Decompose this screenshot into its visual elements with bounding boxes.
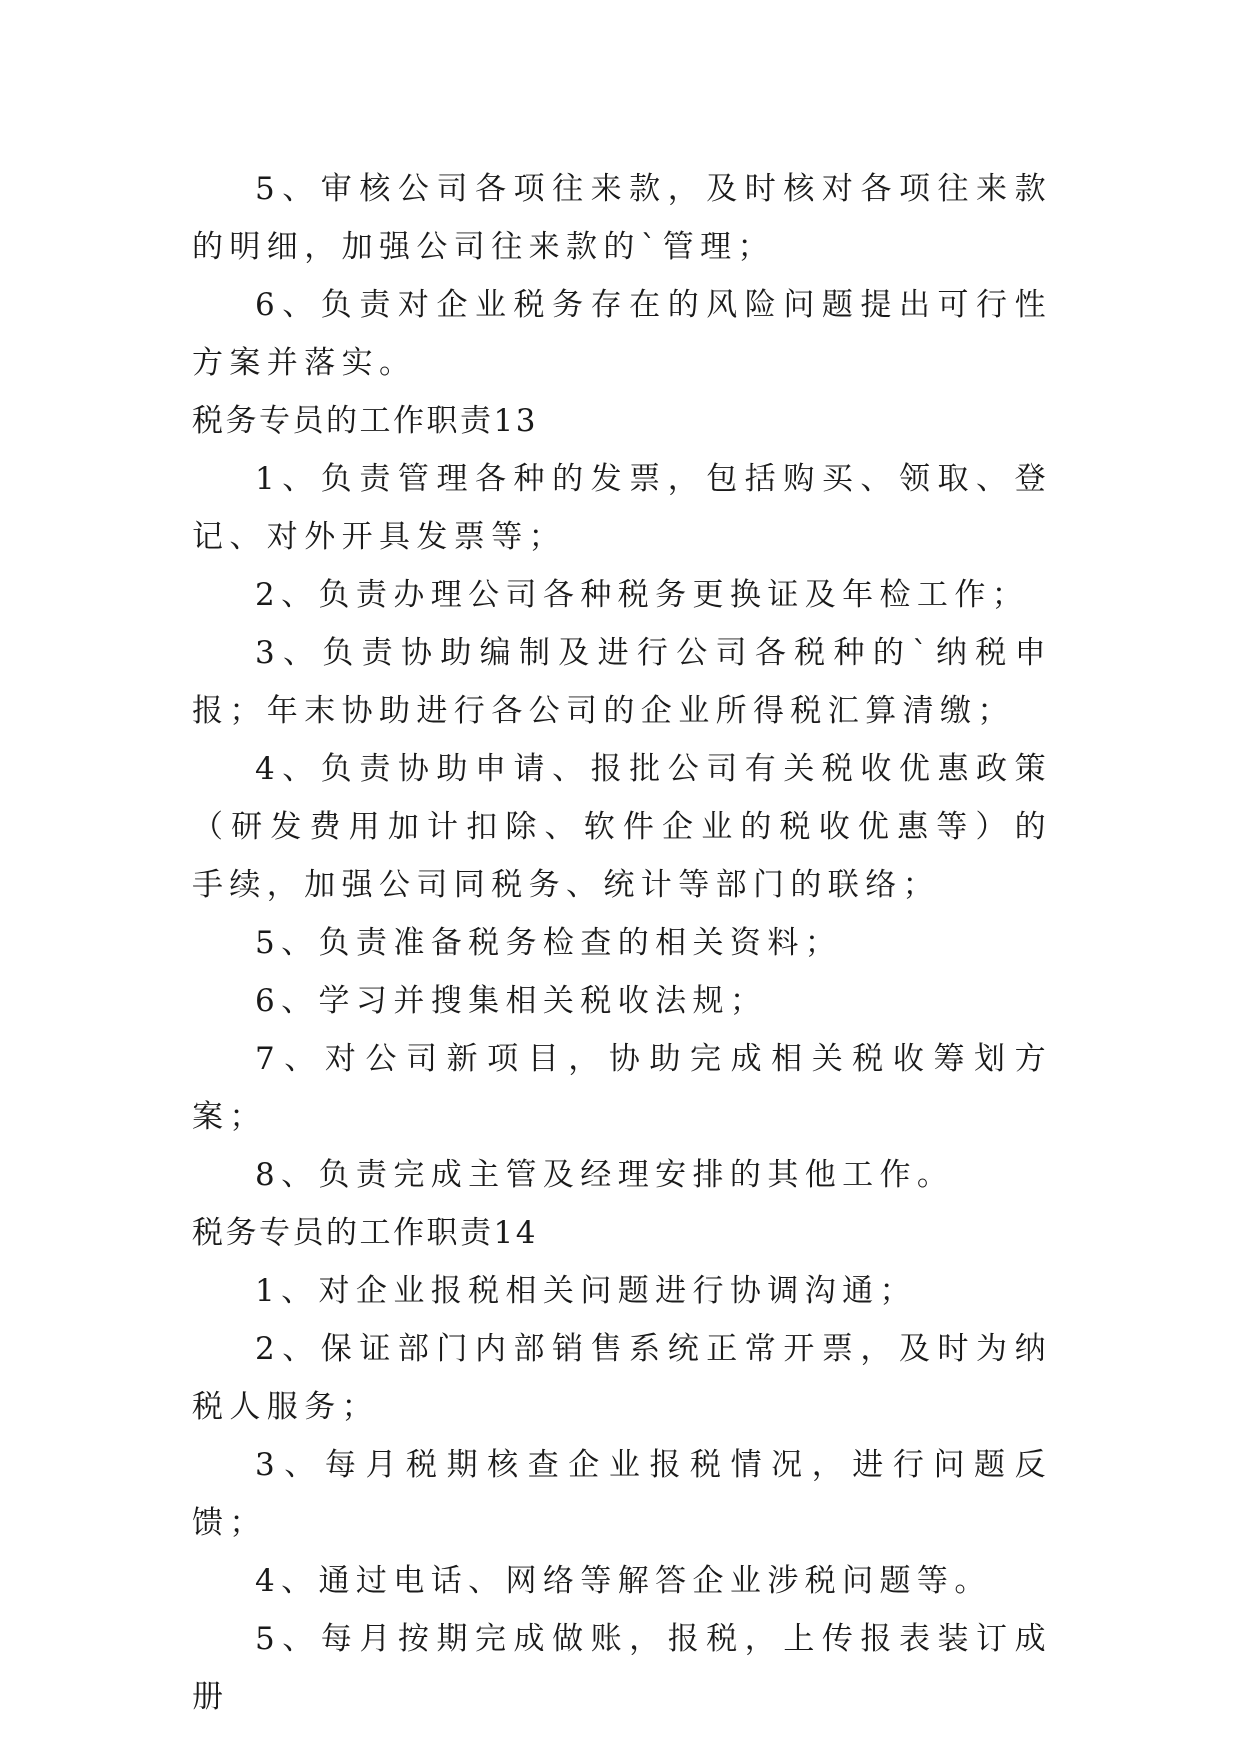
paragraph-duty-5: 5、每月按期完成做账，报税，上传报表装订成册 — [192, 1621, 1052, 1715]
paragraph-duty-2: 2、保证部门内部销售系统正常开票，及时为纳税人服务； — [192, 1331, 1052, 1425]
paragraph-duty-1: 1、负责管理各种的发票，包括购买、领取、登记、对外开具发票等； — [192, 461, 1052, 555]
paragraph-duty-6: 6、负责对企业税务存在的风险问题提出可行性方案并落实。 — [192, 287, 1052, 381]
section-heading-14: 税务专员的工作职责14 — [192, 1215, 538, 1251]
paragraph-duty-4: 4、负责协助申请、报批公司有关税收优惠政策（研发费用加计扣除、软件企业的税收优惠等）的手续，加强公司同税务、统计等部门的联络； — [192, 751, 1052, 903]
paragraph-duty-5: 5、负责准备税务检查的相关资料； — [255, 925, 843, 961]
document-body — [192, 160, 1052, 1726]
paragraph-duty-7: 7、对公司新项目，协助完成相关税收筹划方案； — [192, 1041, 1052, 1135]
paragraph-duty-8: 8、负责完成主管及经理安排的其他工作。 — [255, 1157, 955, 1193]
section-heading-13: 税务专员的工作职责13 — [192, 403, 538, 439]
paragraph-duty-1: 1、对企业报税相关问题进行协调沟通； — [255, 1273, 917, 1309]
paragraph-duty-6: 6、学习并搜集相关税收法规； — [255, 983, 768, 1019]
paragraph-duty-3: 3、每月税期核查企业报税情况，进行问题反馈； — [192, 1447, 1052, 1541]
paragraph-duty-3: 3、负责协助编制及进行公司各税种的`纳税申报；年末协助进行各公司的企业所得税汇算清缴； — [192, 635, 1052, 729]
paragraph-duty-2: 2、负责办理公司各种税务更换证及年检工作； — [255, 577, 1030, 613]
paragraph-duty-4: 4、通过电话、网络等解答企业涉税问题等。 — [255, 1563, 992, 1599]
paragraph-duty-5: 5、审核公司各项往来款，及时核对各项往来款的明细，加强公司往来款的`管理； — [192, 171, 1052, 265]
